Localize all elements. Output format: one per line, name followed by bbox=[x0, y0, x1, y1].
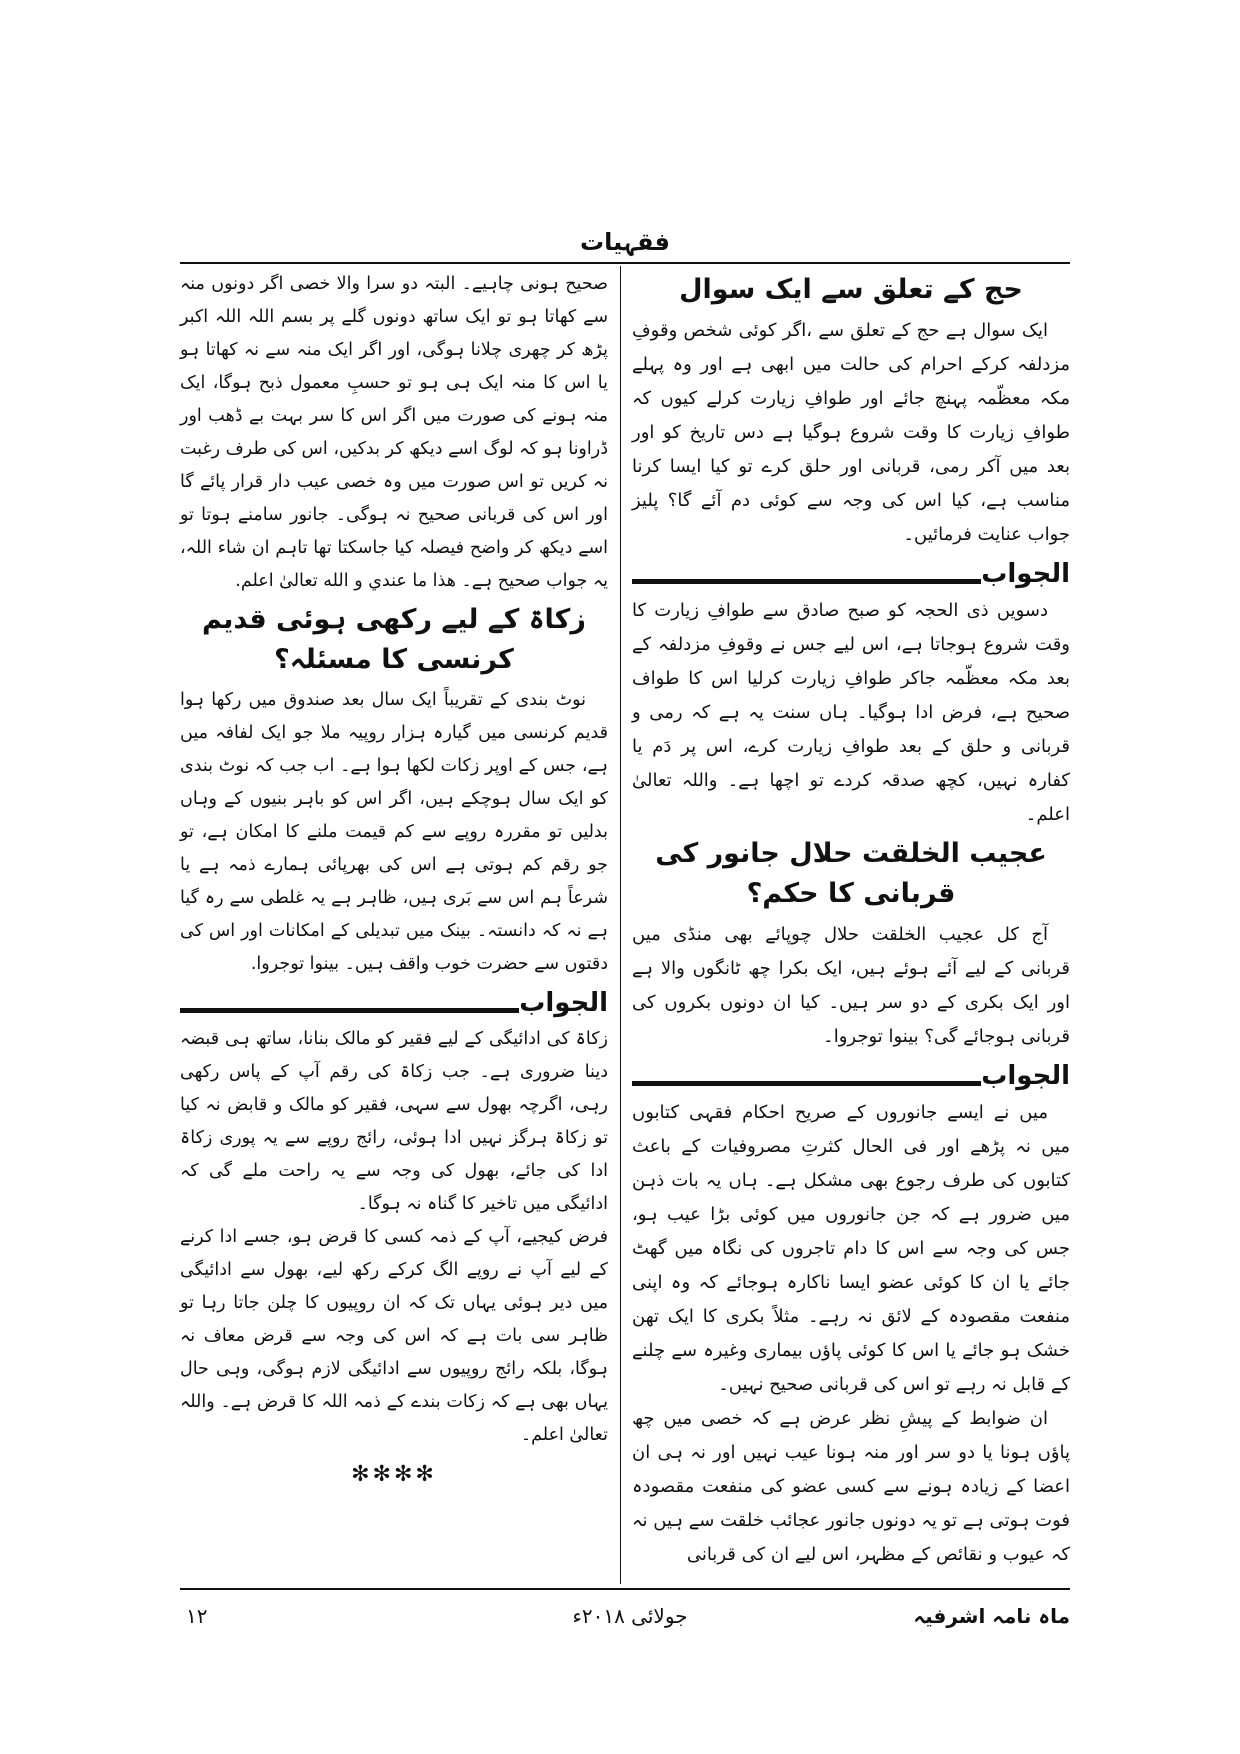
answer-text-zakat-p1: زکاۃ کی ادائیگی کے لیے فقیر کو مالک بنانا، ساتھ ہی قبضہ دینا ضروری ہے۔ جب زکاۃ کی رقم آپ کے پاس رکھی رہی، اگرچہ بھول سے سہی، فقیر کو مالک و قابض نہ کیا تو زکاۃ ہرگز نہیں ادا ہوئی، رائج روپے سے یہ پوری زکاۃ ادا کی جائے، بھول کی وجہ سے یہ راحت ملے گی کہ ادائیگی میں تاخیر کا گناہ نہ ہوگا۔ bbox=[180, 1029, 608, 1214]
page-title: فقہیات bbox=[580, 228, 670, 256]
question-title-hajj: حج کے تعلق سے ایک سوال bbox=[679, 274, 1023, 305]
section-end-stars: ✻✻✻✻ bbox=[351, 1462, 437, 1487]
answer-heading bbox=[632, 1060, 1070, 1092]
answer-heading bbox=[632, 558, 1070, 590]
question-title-animal: عجیب الخلقت حلال جانور کی قربانی کا حکم؟ bbox=[655, 838, 1047, 909]
answer-text-animal-p1: میں نے ایسے جانوروں کے صریح احکام فقہی کتابوں میں نہ پڑھے اور فی الحال کثرتِ مصروفیات کے باعث کتابوں کی طرف رجوع بھی مشکل ہے۔ ہاں یہ بات ذہن میں ضرور ہے کہ جن جانوروں میں کوئی بڑا عیب ہو، جس کی وجہ سے اس کا دام تاجروں کی نگاہ میں گھٹ جائے یا ان کا کوئی عضو ایسا ناکارہ ہوجائے کہ وہ اپنی منفعت مقصودہ کے لائق نہ رہے۔ مثلاً بکری کا ایک تھن خشک ہو جائے یا اس کا کوئی پاؤں بیماری وغیرہ سے چلنے کے قابل نہ رہے تو اس کی قربانی صحیح نہیں۔ bbox=[632, 1102, 1070, 1395]
question-text-zakat: نوٹ بندی کے تقریباً ایک سال بعد صندوق میں رکھا ہوا قدیم کرنسی میں گیارہ ہزار روپیہ ملا جو ایک لفافہ میں ہے، جس کے اوپر زکات لکھا ہوا ہے۔ اب جب کہ نوٹ بندی کو ایک سال ہوچکے ہیں، اگر اس کو باہر بنیوں کے وہاں بدلیں تو مقررہ روپے سے کم قیمت ملنے کا امکان ہے، تو جو رقم کم ہوتی ہے اس کی بھرپائی ہمارے ذمہ ہے یا شرعاً ہم اس سے بَری ہیں، ظاہر ہے یہ غلطی سے رہ گیا ہے نہ کہ دانستہ۔ بینک میں تبدیلی کے امکانات اور اس کی دقتوں سے حضرت خوب واقف ہیں۔ بینوا توجروا. bbox=[180, 690, 608, 974]
question-title-zakat: زکاۃ کے لیے رکھی ہوئی قدیم کرنسی کا مسئلہ؟ bbox=[202, 604, 586, 675]
answer-label: الجواب bbox=[981, 1061, 1070, 1091]
answer-label: الجواب bbox=[981, 559, 1070, 589]
page-number: ۱۲ bbox=[186, 1604, 208, 1628]
issue-date: جولائی ۲۰۱۸ء bbox=[572, 1604, 688, 1628]
answer-heading bbox=[180, 987, 608, 1019]
right-column bbox=[632, 268, 1070, 1572]
answer-underline bbox=[180, 1008, 519, 1013]
answer-text-animal-p2: ان ضوابط کے پیشِ نظر عرض ہے کہ خصی میں چھ پاؤں ہونا یا دو سر اور منہ ہونا عیب نہیں اور نہ ہی ان اعضا کے زیادہ ہونے سے کسی عضو کی منفعت مقصودہ فوت ہوتی ہے تو یہ دونوں جانور عجائب خلقت سے ہیں نہ کہ عیوب و نقائص کے مظہر، اس لیے ان کی قربانی bbox=[632, 1408, 1070, 1565]
question-text-hajj: ایک سوال ہے حج کے تعلق سے ،اگر کوئی شخص وقوفِ مزدلفہ کرکے احرام کی حالت میں ابھی ہے اور وہ پہلے مکہ معظّمہ پہنچ جائے اور طوافِ زیارت کرلے کیوں کہ طوافِ زیارت کا وقت شروع ہوگیا ہے دس تاریخ کو اور بعد میں آکر رمی، قربانی اور حلق کرے تو کیا ایسا کرنا مناسب ہے، کیا اس کی وجہ سے کوئی دم آئے گا؟ پلیز جواب عنایت فرمائیں۔ bbox=[632, 320, 1070, 545]
magazine-name: ماہ نامہ اشرفیہ bbox=[913, 1604, 1070, 1628]
question-text-animal: آج کل عجیب الخلقت حلال چوپائے بھی منڈی میں قربانی کے لیے آئے ہوئے ہیں، ایک بکرا چھ ٹانگوں والا ہے اور ایک بکری کے دو سر ہیں۔ کیا ان دونوں بکروں کی قربانی ہوجائے گی؟ بینوا توجروا۔ bbox=[632, 924, 1070, 1047]
answer-underline bbox=[632, 1081, 981, 1086]
answer-underline bbox=[632, 579, 981, 584]
answer-text-hajj: دسویں ذی الحجہ کو صبح صادق سے طوافِ زیارت کا وقت شروع ہوجاتا ہے، اس لیے جس نے وقوفِ مزدلفہ کے بعد مکہ معظّمہ جاکر طوافِ زیارت کرلیا اس کا طواف صحیح ہے، فرض ادا ہوگیا۔ ہاں سنت یہ ہے کہ رمی و قربانی و حلق کے بعد طوافِ زیارت کرے، اس پر دَم یا کفارہ نہیں، کچھ صدقہ کردے تو اچھا ہے۔ واللہ تعالیٰ اعلم۔ bbox=[632, 600, 1070, 825]
answer-label: الجواب bbox=[519, 988, 608, 1018]
answer-text-zakat-p2: فرض کیجیے، آپ کے ذمہ کسی کا قرض ہو، جسے ادا کرنے کے لیے آپ نے روپے الگ کرکے رکھ لیے، بھول سے ادائیگی میں دیر ہوئی یہاں تک کہ ان روپیوں کا چلن جاتا رہا تو ظاہر سی بات ہے کہ اس کی وجہ سے قرض معاف نہ ہوگا، بلکہ رائج روپیوں سے ادائیگی لازم ہوگی، وہی حال یہاں بھی ہے کہ زکات بندے کے ذمہ اللہ کا قرض ہے۔ واللہ تعالیٰ اعلم۔ bbox=[180, 1227, 608, 1445]
continued-answer-text: صحیح ہونی چاہیے۔ البتہ دو سرا والا خصی اگر دونوں منہ سے کھاتا ہو تو ایک ساتھ دونوں گلے پر بسم اللہ اللہ اکبر پڑھ کر چھری چلانا ہوگی، اور اگر ایک منہ سے نہ کھاتا ہو یا اس کا منہ ایک ہی ہو تو حسبِ معمول ذبح ہوگا، ایک منہ ہونے کی صورت میں اگر اس کا سر بہت بے ڈھب اور ڈراونا ہو کہ لوگ اسے دیکھ کر بدکیں، اس کی طرف رغبت نہ کریں تو اس صورت میں وہ خصی عیب دار قرار پائے گا اور اس کی قربانی صحیح نہ ہوگی۔ جانور سامنے ہوتا تو اسے دیکھ کر واضح فیصلہ کیا جاسکتا تھا تاہم ان شاء اللہ، یہ جواب صحیح ہے۔ هذا ما عندي و الله تعالىٰ اعلم. bbox=[180, 274, 608, 591]
left-column bbox=[180, 268, 608, 1491]
column-divider bbox=[620, 266, 621, 1584]
footer-rule bbox=[180, 1588, 1070, 1590]
header-rule bbox=[180, 262, 1070, 264]
